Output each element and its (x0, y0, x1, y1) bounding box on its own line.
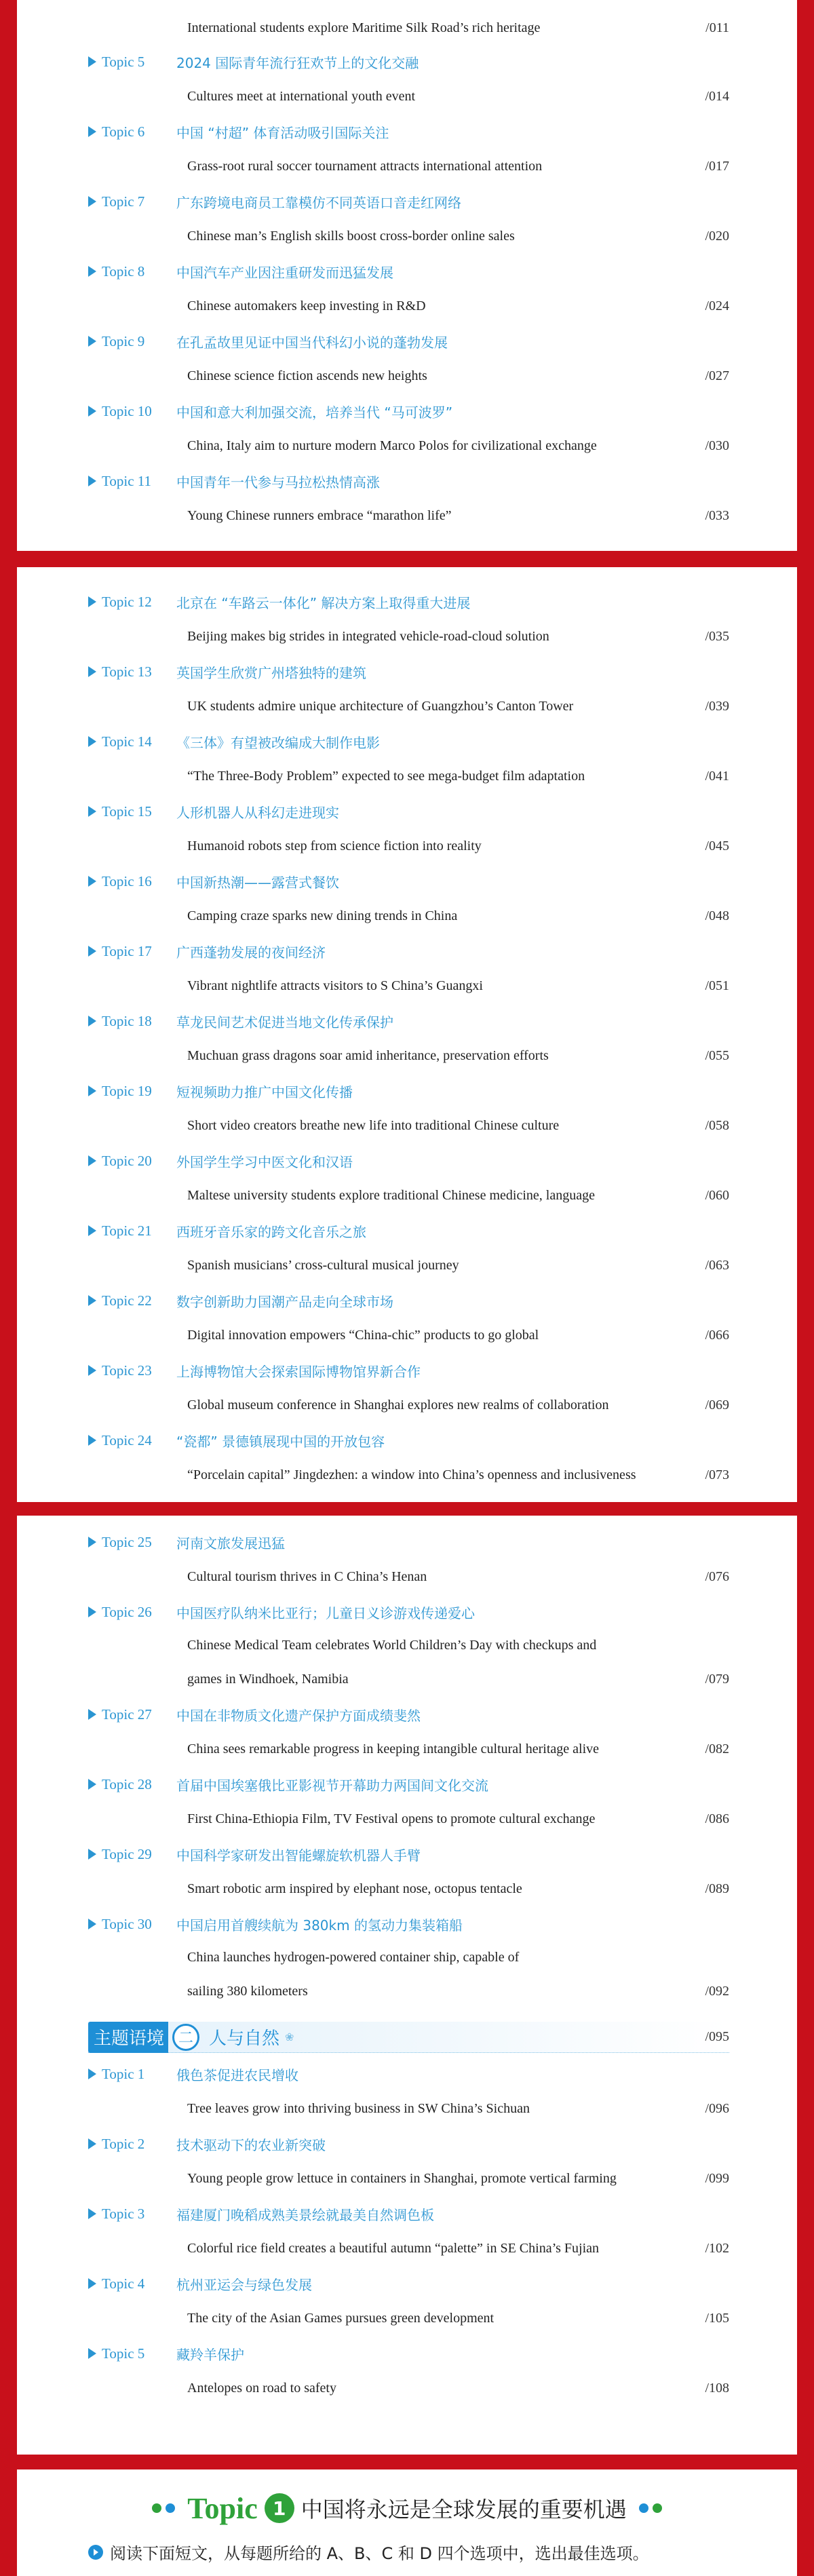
page-number: /102 (705, 2241, 729, 2256)
entry-english-title: Smart robotic arm inspired by elephant nose, octopus tentacle (187, 1881, 522, 1896)
arrow-right-icon (88, 666, 96, 677)
toc-entry-english-line (88, 1974, 729, 2010)
toc-entry-chinese-line (88, 2197, 729, 2231)
page-number: /066 (705, 1328, 729, 1343)
toc-entry-english-line (88, 2091, 729, 2127)
topic-label: Topic 18 (102, 1012, 152, 1029)
toc-entry[interactable] (88, 324, 729, 394)
entry-chinese-title: 外国学生学习中医文化和汉语 (176, 1153, 353, 1170)
entry-english-title: Global museum conference in Shanghai explores new realms of collaboration (187, 1398, 609, 1412)
entry-english-title: First China-Ethiopia Film, TV Festival opens to promote cultural exchange (187, 1811, 596, 1826)
page-number: /041 (705, 769, 729, 784)
topic-label: Topic 25 (102, 1533, 152, 1550)
toc-entry-chinese-line (88, 464, 729, 498)
toc-panel-2 (17, 567, 797, 1502)
page-number: /051 (705, 978, 729, 993)
arrow-right-icon (88, 2348, 96, 2359)
toc-entry[interactable] (88, 254, 729, 324)
toc-entry-chinese-line (88, 324, 729, 358)
toc-entry[interactable] (88, 394, 729, 464)
toc-entry-english-line (88, 1801, 729, 1837)
reading-instruction (17, 2540, 797, 2564)
entry-chinese-title: 中国和意大利加强交流，培养当代 “马可波罗” (176, 404, 453, 421)
entry-english-title: sailing 380 kilometers (187, 1984, 308, 1999)
topic-number-badge: 1 (265, 2493, 294, 2523)
toc-entry-english-line (88, 1941, 729, 1974)
page-number: /076 (705, 1569, 729, 1584)
toc-entry[interactable] (88, 1697, 729, 1767)
arrow-right-icon (88, 1709, 96, 1720)
entry-chinese-title: 中国医疗队纳米比亚行；儿童日义诊游戏传递爱心 (176, 1604, 475, 1621)
page-number: /055 (705, 1048, 729, 1063)
arrow-right-icon (88, 1537, 96, 1547)
entry-english-title: Chinese Medical Team celebrates World Children’s Day with checkups and (187, 1637, 597, 1653)
toc-entry[interactable] (88, 1837, 729, 1907)
toc-entry[interactable] (88, 794, 729, 864)
arrow-right-icon (88, 876, 96, 887)
toc-entry-chinese-line (88, 1697, 729, 1731)
arrow-right-icon (88, 336, 96, 347)
page-number: /095 (705, 2029, 729, 2044)
arrow-right-icon (88, 1435, 96, 1446)
toc-entry-chinese-line (88, 1144, 729, 1178)
toc-entry-english-line (88, 2161, 729, 2197)
page-number: /058 (705, 1118, 729, 1133)
toc-entry-chinese-line (88, 254, 729, 288)
topic-word: Topic (187, 2491, 258, 2525)
entry-chinese-title: 首届中国埃塞俄比亚影视节开幕助力两国间文化交流 (176, 1777, 488, 1794)
page-number: /096 (705, 2101, 729, 2116)
toc-entry-english-line (88, 1038, 729, 1074)
entry-chinese-title: 短视频助力推广中国文化传播 (176, 1083, 353, 1100)
entry-chinese-title: 西班牙音乐家的跨文化音乐之旅 (176, 1223, 366, 1240)
entry-chinese-title: 广东跨境电商员工靠模仿不同英语口音走红网络 (176, 194, 461, 211)
topic-header (17, 2490, 797, 2526)
toc-entry[interactable] (88, 185, 729, 254)
toc-entry-english-line (88, 288, 729, 324)
topic-label: Topic 14 (102, 733, 152, 750)
topic-label: Topic 27 (102, 1706, 152, 1723)
toc-entry[interactable] (88, 1767, 729, 1837)
toc-entry-english-line (88, 428, 729, 464)
entry-english-title: The city of the Asian Games pursues green development (187, 2311, 495, 2326)
page-number: /099 (705, 2171, 729, 2186)
entry-english-title: Humanoid robots step from science fiction into reality (187, 839, 482, 853)
toc-entry-english-line (88, 1178, 729, 1214)
entry-chinese-title: 中国启用首艘续航为 380km 的氢动力集装箱船 (176, 1917, 463, 1934)
toc-entry-chinese-line (88, 115, 729, 149)
topic-label: Topic 28 (102, 1775, 152, 1792)
topic-label: Topic 30 (102, 1915, 152, 1932)
topic-label: Topic 19 (102, 1082, 152, 1099)
page-number: /048 (705, 908, 729, 923)
entry-chinese-title: 人形机器人从科幻走进现实 (176, 804, 339, 821)
page-number: /073 (705, 1467, 729, 1482)
arrow-right-icon (88, 1919, 96, 1929)
toc-entry-english-line (88, 1731, 729, 1767)
arrow-right-icon (88, 56, 96, 67)
theme-tag: 主题语境 (88, 2022, 168, 2053)
arrow-right-icon (88, 1225, 96, 1236)
toc-entry-chinese-line (88, 1837, 729, 1871)
toc-entry[interactable] (88, 1525, 729, 1595)
arrow-right-icon (88, 806, 96, 817)
arrow-right-icon (88, 1295, 96, 1306)
toc-entry-english-line (88, 358, 729, 394)
topic-label: Topic 5 (102, 2345, 145, 2362)
entry-chinese-title: 河南文旅发展迅猛 (176, 1535, 285, 1552)
toc-entry-english-line (88, 898, 729, 934)
toc-entry-chinese-line (88, 585, 729, 619)
page-number: /069 (705, 1398, 729, 1412)
toc-panel-1 (17, 0, 797, 551)
toc-entry[interactable] (88, 655, 729, 725)
instruction-text: 阅读下面短文，从每题所给的 A、B、C 和 D 四个选项中，选出最佳选项。 (110, 2544, 649, 2563)
page-number: /024 (705, 299, 729, 313)
page-number: /027 (705, 368, 729, 383)
toc-entry-english-line (88, 2370, 729, 2406)
entry-english-title: Maltese university students explore traditional Chinese medicine, language (187, 1188, 595, 1203)
page-number: /105 (705, 2311, 729, 2326)
toc-entry-chinese-line (88, 1284, 729, 1318)
entry-chinese-title: “瓷都” 景德镇展现中国的开放包容 (176, 1433, 385, 1450)
play-icon (88, 2545, 103, 2560)
toc-entry-chinese-line (88, 1353, 729, 1387)
entry-chinese-title: 《三体》有望被改编成大制作电影 (176, 734, 380, 751)
toc-entry-chinese-line (88, 45, 729, 79)
entry-english-title: Camping craze sparks new dining trends in China (187, 908, 458, 923)
toc-entry-english-line (88, 2231, 729, 2267)
toc-panel-3 (17, 1516, 797, 2455)
topic-label: Topic 8 (102, 263, 145, 280)
entry-english-title: Colorful rice field creates a beautiful autumn “palette” in SE China’s Fujian (187, 2241, 600, 2256)
toc-entry-chinese-line (88, 1767, 729, 1801)
arrow-right-icon (88, 1085, 96, 1096)
page-number: /108 (705, 2381, 729, 2396)
entry-chinese-title: 中国 “村超” 体育活动吸引国际关注 (176, 124, 389, 141)
arrow-right-icon (88, 2278, 96, 2289)
entry-chinese-title: 福建厦门晚稻成熟美景绘就最美自然调色板 (176, 2206, 434, 2223)
arrow-right-icon (88, 1779, 96, 1790)
toc-entry-chinese-line (88, 1525, 729, 1559)
entry-english-title: Cultural tourism thrives in C China’s Henan (187, 1569, 427, 1584)
toc-entry[interactable] (88, 2127, 729, 2197)
page-number: /011 (705, 20, 729, 35)
topic-label: Topic 24 (102, 1431, 152, 1448)
page-number: /082 (705, 1742, 729, 1756)
theme-title: 人与自然 (209, 2029, 280, 2049)
toc-entry-english-line (88, 619, 729, 655)
entry-english-title: China launches hydrogen-powered container ship, capable of (187, 1949, 520, 1965)
topic-label: Topic 7 (102, 193, 145, 210)
toc-entry-english-line (88, 1871, 729, 1907)
topic-label: Topic 6 (102, 123, 145, 140)
arrow-right-icon (88, 1155, 96, 1166)
arrow-right-icon (88, 946, 96, 957)
page-number: /033 (705, 508, 729, 523)
topic-label: Topic 21 (102, 1222, 152, 1239)
entry-chinese-title: 藏羚羊保护 (176, 2346, 244, 2363)
entry-chinese-title: 在孔孟故里见证中国当代科幻小说的蓬勃发展 (176, 334, 448, 351)
topic-label: Topic 12 (102, 593, 152, 610)
toc-entry-chinese-line (88, 2337, 729, 2370)
toc-entry[interactable] (88, 2267, 729, 2337)
page-number: /039 (705, 699, 729, 714)
toc-entry-chinese-line (88, 864, 729, 898)
page-number: /020 (705, 229, 729, 244)
toc-entry-chinese-line (88, 934, 729, 968)
decorative-dots-right (639, 2503, 662, 2513)
page-number: /092 (705, 1984, 729, 1999)
toc-entry[interactable] (88, 1595, 729, 1697)
topic-label: Topic 26 (102, 1603, 152, 1620)
topic-label: Topic 11 (102, 472, 151, 489)
toc-entry-chinese-line (88, 2057, 729, 2091)
toc-entry-english-line (88, 1629, 729, 1661)
entry-english-title: Chinese automakers keep investing in R&D (187, 299, 426, 313)
toc-entry[interactable] (88, 725, 729, 794)
entry-english-title: Beijing makes big strides in integrated vehicle-road-cloud solution (187, 629, 549, 644)
entry-english-title: Muchuan grass dragons soar amid inheritance, preservation efforts (187, 1048, 549, 1063)
arrow-right-icon (88, 736, 96, 747)
topic-label: Topic 5 (102, 53, 145, 70)
entry-english-title: China sees remarkable progress in keeping intangible cultural heritage alive (187, 1742, 600, 1756)
topic-label: Topic 10 (102, 402, 152, 419)
toc-entry[interactable] (88, 1004, 729, 1074)
page-number: /079 (705, 1672, 729, 1687)
arrow-right-icon (88, 2069, 96, 2079)
topic-label: Topic 29 (102, 1845, 152, 1862)
toc-entry[interactable] (88, 864, 729, 934)
decorative-dots-left (152, 2503, 175, 2513)
page-number: /089 (705, 1881, 729, 1896)
topic-label: Topic 15 (102, 803, 152, 820)
toc-entry-english-line (88, 689, 729, 725)
toc-entry-chinese-line (88, 1595, 729, 1629)
arrow-right-icon (88, 596, 96, 607)
toc-entry-chinese-line (88, 794, 729, 828)
entry-chinese-title: 上海博物馆大会探索国际博物馆界新合作 (176, 1363, 421, 1380)
toc-entry-chinese-line (88, 725, 729, 758)
arrow-right-icon (88, 2208, 96, 2219)
toc-entry[interactable] (88, 45, 729, 115)
topic-label: Topic 22 (102, 1292, 152, 1309)
page-number: /030 (705, 438, 729, 453)
toc-entry-english-line (88, 968, 729, 1004)
toc-entry-english-line (88, 1387, 729, 1423)
entry-chinese-title: 中国汽车产业因注重研发而迅猛发展 (176, 264, 393, 281)
toc-entry-english-line (88, 218, 729, 254)
toc-entry[interactable] (88, 585, 729, 655)
entry-english-title: “Porcelain capital” Jingdezhen: a window into China’s openness and inclusiveness (187, 1467, 636, 1482)
entry-english-title: China, Italy aim to nurture modern Marco Polos for civilizational exchange (187, 438, 597, 453)
page-number: /014 (705, 89, 729, 104)
toc-entry-chinese-line (88, 655, 729, 689)
topic-label: Topic 13 (102, 663, 152, 680)
entry-chinese-title: 中国青年一代参与马拉松热情高涨 (176, 474, 380, 491)
page-number: /063 (705, 1258, 729, 1273)
toc-entry-english-line (88, 149, 729, 185)
arrow-right-icon (88, 1365, 96, 1376)
toc-entry[interactable] (88, 1144, 729, 1214)
theme-section-header[interactable] (88, 2022, 729, 2053)
toc-entry[interactable] (88, 2057, 729, 2127)
toc-entry[interactable] (88, 1423, 729, 1493)
topic-section-start (17, 2469, 797, 2576)
theme-number-badge: 二 (172, 2024, 199, 2051)
entry-chinese-title: 杭州亚运会与绿色发展 (176, 2276, 312, 2293)
toc-entry-english-line (88, 1559, 729, 1595)
topic-label: Topic 16 (102, 872, 152, 889)
entry-english-title: Grass-root rural soccer tournament attracts international attention (187, 159, 543, 174)
entry-english-title: Cultures meet at international youth event (187, 89, 416, 104)
entry-english-title: International students explore Maritime Silk Road’s rich heritage (187, 20, 541, 35)
toc-entry-en[interactable] (88, 11, 729, 45)
toc-entry[interactable] (88, 1074, 729, 1144)
entry-english-title: Young people grow lettuce in containers in Shanghai, promote vertical farming (187, 2171, 617, 2186)
toc-entry[interactable] (88, 2197, 729, 2267)
entry-chinese-title: 英国学生欣赏广州塔独特的建筑 (176, 664, 366, 681)
topic-label: Topic 20 (102, 1152, 152, 1169)
toc-entry[interactable] (88, 1907, 729, 2010)
topic-label: Topic 17 (102, 942, 152, 959)
entry-english-title: Chinese science fiction ascends new heights (187, 368, 427, 383)
toc-entry-english-line (88, 1108, 729, 1144)
toc-entry-chinese-line (88, 185, 729, 218)
arrow-right-icon (88, 2138, 96, 2149)
toc-entry-english-line (88, 2301, 729, 2337)
toc-entry-english-line (88, 1457, 729, 1493)
toc-entry[interactable] (88, 115, 729, 185)
toc-entry[interactable] (88, 1353, 729, 1423)
toc-entry[interactable] (88, 1214, 729, 1284)
toc-entry-english-line (88, 1661, 729, 1697)
page-number: /017 (705, 159, 729, 174)
toc-entry-chinese-line (88, 1004, 729, 1038)
arrow-right-icon (88, 196, 96, 207)
entry-english-title: Young Chinese runners embrace “marathon life” (187, 508, 452, 523)
page-number: /086 (705, 1811, 729, 1826)
topic-label: Topic 9 (102, 332, 145, 349)
toc-entry[interactable] (88, 934, 729, 1004)
arrow-right-icon (88, 406, 96, 417)
entry-english-title: games in Windhoek, Namibia (187, 1672, 349, 1687)
entry-english-title: Vibrant nightlife attracts visitors to S China’s Guangxi (187, 978, 483, 993)
toc-entry-english-line (88, 758, 729, 794)
entry-chinese-title: 广西蓬勃发展的夜间经济 (176, 944, 326, 961)
page-number: /045 (705, 839, 729, 853)
entry-chinese-title: 中国新热潮——露营式餐饮 (176, 874, 339, 891)
toc-entry-chinese-line (88, 2267, 729, 2301)
entry-english-title: UK students admire unique architecture of Guangzhou’s Canton Tower (187, 699, 574, 714)
toc-entry-chinese-line (88, 1907, 729, 1941)
entry-english-title: Antelopes on road to safety (187, 2381, 336, 2396)
toc-entry-english-line (88, 79, 729, 115)
toc-entry-english-line (88, 1248, 729, 1284)
arrow-right-icon (88, 1849, 96, 1860)
entry-english-title: Tree leaves grow into thriving business in SW China’s Sichuan (187, 2101, 530, 2116)
toc-entry[interactable] (88, 464, 729, 534)
entry-chinese-title: 中国科学家研发出智能螺旋软机器人手臂 (176, 1847, 421, 1864)
entry-chinese-title: 2024 国际青年流行狂欢节上的文化交融 (176, 54, 419, 71)
entry-english-title: Digital innovation empowers “China-chic” products to go global (187, 1328, 539, 1343)
entry-english-title: Short video creators breathe new life into traditional Chinese culture (187, 1118, 560, 1133)
topic-headline: 中国将永远是全球发展的重要机遇 (301, 2497, 627, 2522)
arrow-right-icon (88, 126, 96, 137)
flower-icon: ❀ (285, 2031, 294, 2043)
arrow-right-icon (88, 476, 96, 486)
arrow-right-icon (88, 1016, 96, 1026)
topic-label: Topic 2 (102, 2135, 145, 2152)
topic-label: Topic 4 (102, 2275, 145, 2292)
toc-entry-english-line (88, 1318, 729, 1353)
entry-english-title: Spanish musicians’ cross-cultural musical journey (187, 1258, 459, 1273)
toc-entry[interactable] (88, 2337, 729, 2406)
toc-entry[interactable] (88, 1284, 729, 1353)
entry-chinese-title: 北京在 “车路云一体化” 解决方案上取得重大进展 (176, 594, 471, 611)
toc-entry-chinese-line (88, 394, 729, 428)
entry-chinese-title: 草龙民间艺术促进当地文化传承保护 (176, 1014, 393, 1031)
toc-entry-english-line (88, 828, 729, 864)
entry-english-title: “The Three-Body Problem” expected to see mega-budget film adaptation (187, 769, 585, 784)
toc-entry-chinese-line (88, 1423, 729, 1457)
toc-entry-chinese-line (88, 2127, 729, 2161)
topic-label: Topic 1 (102, 2065, 145, 2082)
topic-label: Topic 23 (102, 1362, 152, 1379)
arrow-right-icon (88, 1607, 96, 1617)
topic-label: Topic 3 (102, 2205, 145, 2222)
page-number: /060 (705, 1188, 729, 1203)
entry-chinese-title: 技术驱动下的农业新突破 (176, 2136, 326, 2153)
entry-chinese-title: 中国在非物质文化遗产保护方面成绩斐然 (176, 1707, 421, 1724)
page-number: /035 (705, 629, 729, 644)
toc-entry-english-line (88, 498, 729, 534)
entry-chinese-title: 数字创新助力国潮产品走向全球市场 (176, 1293, 393, 1310)
arrow-right-icon (88, 266, 96, 277)
entry-english-title: Chinese man’s English skills boost cross-border online sales (187, 229, 515, 244)
toc-entry-chinese-line (88, 1214, 729, 1248)
toc-entry-chinese-line (88, 1074, 729, 1108)
entry-chinese-title: 俄色茶促进农民增收 (176, 2066, 298, 2083)
